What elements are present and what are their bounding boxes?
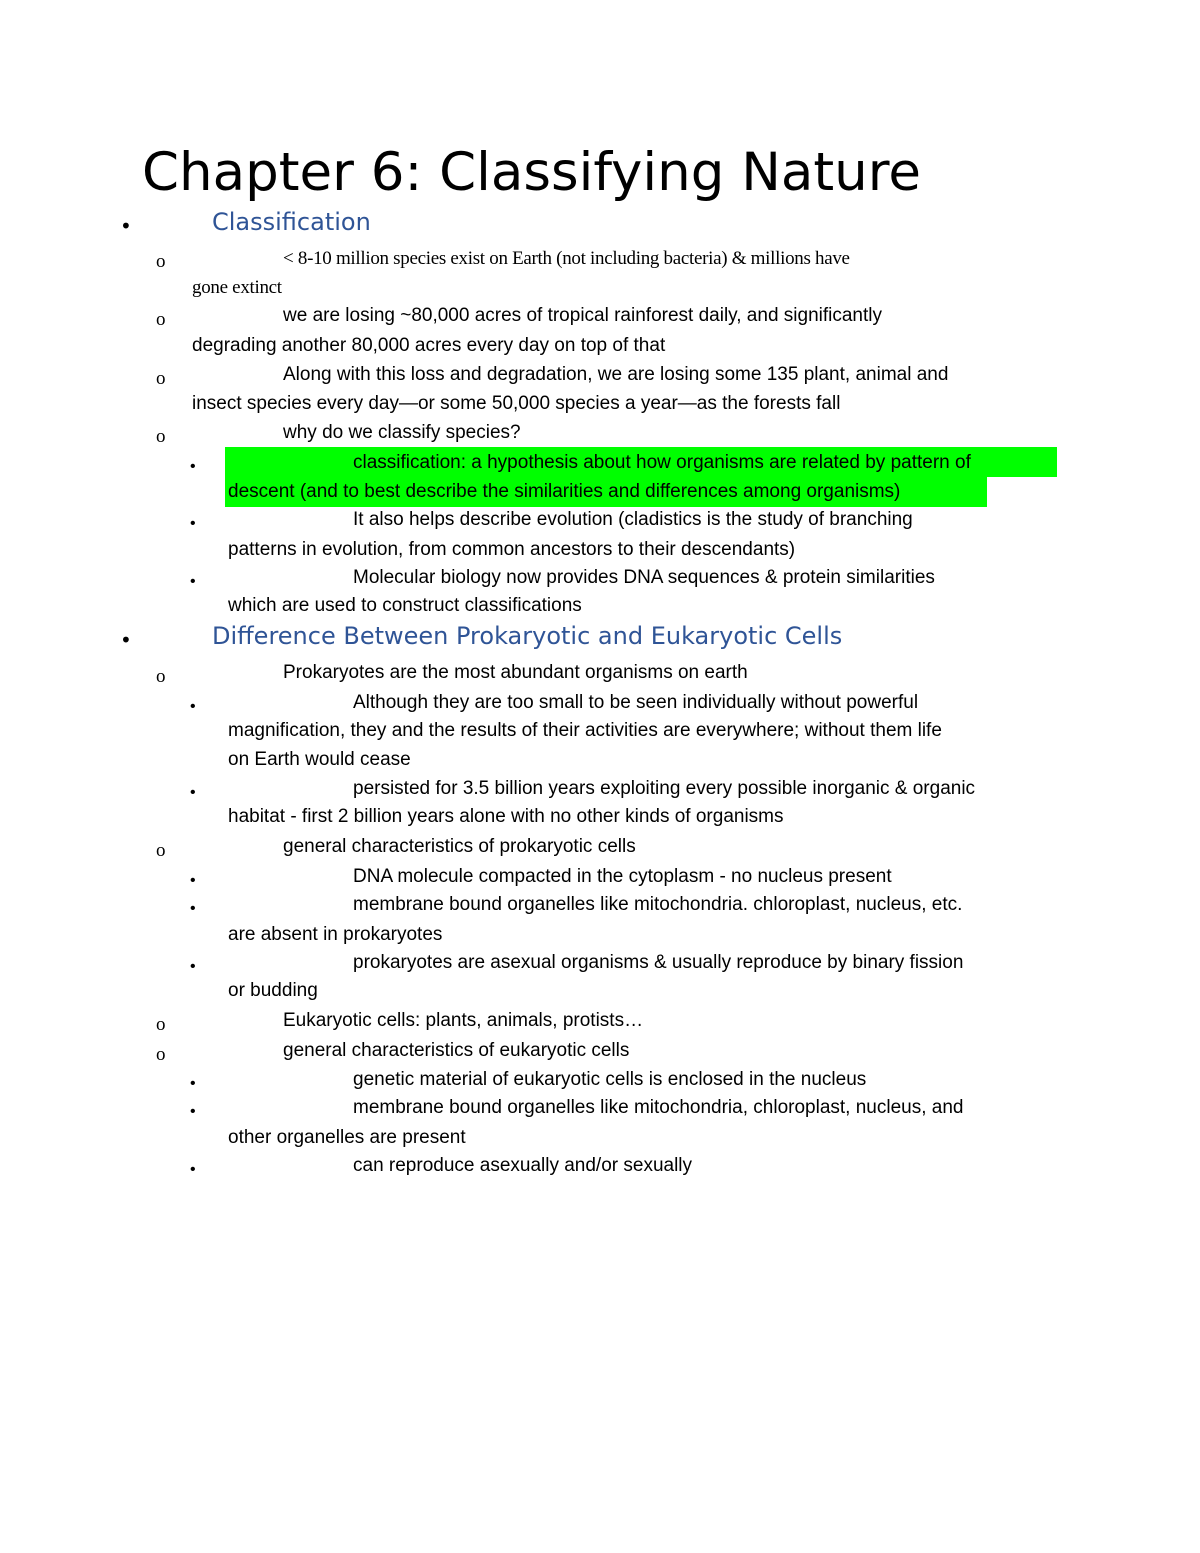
item-line: why do we classify species? — [283, 422, 521, 443]
circle-bullet-glyph: o — [156, 1044, 166, 1065]
item-line: DNA molecule compacted in the cytoplasm - no nucleus present — [353, 866, 892, 887]
circle-bullet-glyph: o — [156, 1014, 166, 1035]
item-line: persisted for 3.5 billion years exploiting every possible inorganic & organic — [353, 778, 976, 799]
item-line: habitat - first 2 billion years alone with no other kinds of organisms — [228, 806, 784, 827]
bullet-glyph: • — [190, 515, 196, 532]
item-line: magnification, they and the results of their activities are everywhere; without them life — [228, 720, 942, 741]
item-line: can reproduce asexually and/or sexually — [353, 1155, 693, 1176]
bullet-glyph: • — [190, 900, 196, 917]
item-line: general characteristics of prokaryotic cells — [283, 836, 636, 857]
item-line: Prokaryotes are the most abundant organisms on earth — [283, 662, 748, 683]
item-line: on Earth would cease — [228, 749, 411, 770]
item-line: < 8-10 million species exist on Earth (not including bacteria) & millions have — [283, 248, 850, 269]
bullet-glyph: • — [190, 698, 196, 715]
item-line: membrane bound organelles like mitochondria, chloroplast, nucleus, and — [353, 1097, 964, 1118]
item-line: we are losing ~80,000 acres of tropical rainforest daily, and significantly — [283, 305, 883, 326]
item-line: descent (and to best describe the similarities and differences among organisms) — [228, 481, 901, 502]
item-line: genetic material of eukaryotic cells is enclosed in the nucleus — [353, 1069, 867, 1090]
item-line: Although they are too small to be seen individually without powerful — [353, 692, 919, 713]
bullet-glyph: • — [190, 1075, 196, 1092]
circle-bullet-glyph: o — [156, 251, 166, 272]
item-line: or budding — [228, 980, 318, 1001]
section-heading: Difference Between Prokaryotic and Eukaryotic Cells — [212, 622, 843, 650]
item-line: insect species every day—or some 50,000 species a year—as the forests fall — [192, 393, 841, 414]
bullet-glyph: • — [190, 573, 196, 590]
item-line: gone extinct — [192, 277, 282, 298]
circle-bullet-glyph: o — [156, 426, 166, 447]
item-line: classification: a hypothesis about how organisms are related by pattern of — [353, 452, 971, 473]
item-line: which are used to construct classifications — [228, 595, 582, 616]
bullet-glyph: • — [190, 1103, 196, 1120]
item-line: Eukaryotic cells: plants, animals, protists… — [283, 1010, 644, 1031]
bullet-glyph: • — [190, 958, 196, 975]
item-line: prokaryotes are asexual organisms & usually reproduce by binary fission — [353, 952, 964, 973]
circle-bullet-glyph: o — [156, 666, 166, 687]
document-title: Chapter 6: Classifying Nature — [142, 142, 921, 203]
item-line: Molecular biology now provides DNA sequences & protein similarities — [353, 567, 935, 588]
item-line: Along with this loss and degradation, we are losing some 135 plant, animal and — [283, 364, 949, 385]
item-line: are absent in prokaryotes — [228, 924, 443, 945]
item-line: degrading another 80,000 acres every day on top of that — [192, 335, 666, 356]
bullet-glyph: • — [190, 872, 196, 889]
bullet-glyph: • — [190, 1161, 196, 1178]
item-line: membrane bound organelles like mitochondria. chloroplast, nucleus, etc. — [353, 894, 963, 915]
circle-bullet-glyph: o — [156, 840, 166, 861]
section-heading: Classification — [212, 208, 371, 236]
circle-bullet-glyph: o — [156, 309, 166, 330]
bullet-glyph: • — [190, 458, 196, 475]
bullet-glyph: • — [120, 628, 132, 652]
item-line: other organelles are present — [228, 1127, 466, 1148]
circle-bullet-glyph: o — [156, 368, 166, 389]
item-line: general characteristics of eukaryotic cells — [283, 1040, 630, 1061]
item-line: It also helps describe evolution (cladistics is the study of branching — [353, 509, 913, 530]
item-line: patterns in evolution, from common ancestors to their descendants) — [228, 539, 796, 560]
bullet-glyph: • — [120, 214, 132, 238]
bullet-glyph: • — [190, 784, 196, 801]
